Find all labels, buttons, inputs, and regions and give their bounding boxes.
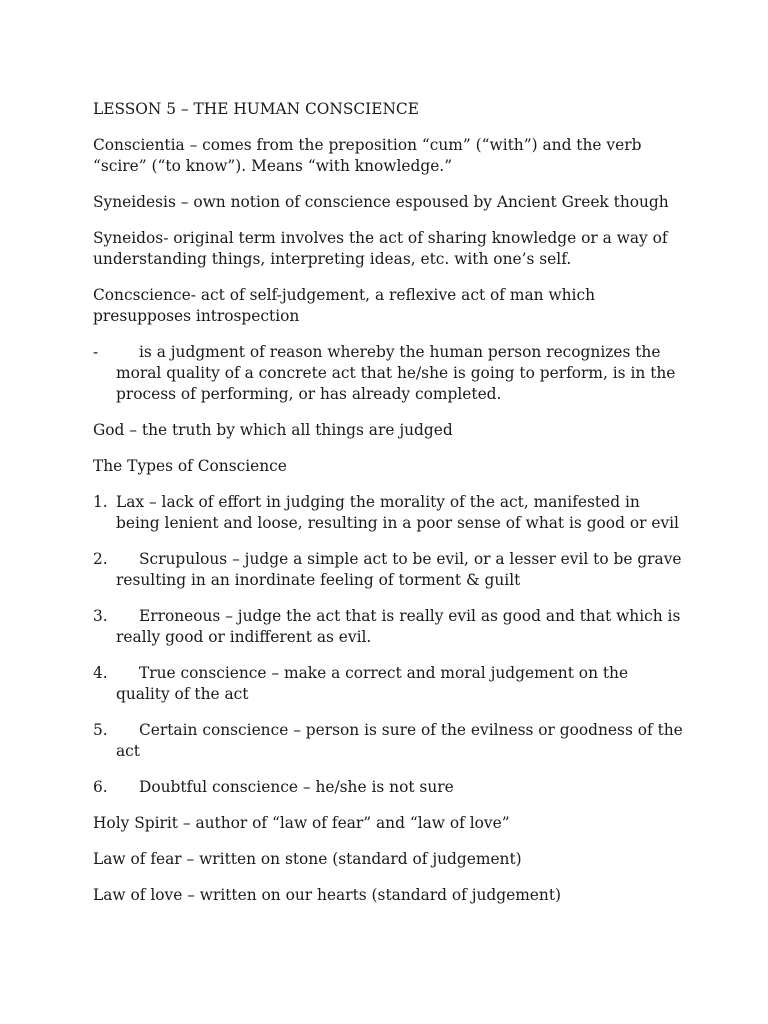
list-number: 3.: [93, 607, 108, 625]
list-number: 5.: [93, 721, 108, 739]
bullet-text: is a judgment of reason whereby the human person recognizes the moral quality of a concrete act that he/she is going to perform, is in the process of performing, or has already completed.: [116, 343, 676, 403]
list-number: 2.: [93, 550, 108, 568]
list-number: 6.: [93, 778, 108, 796]
bullet-marker: -: [93, 343, 99, 361]
list-number: 1.: [93, 493, 108, 511]
list-text: Erroneous – judge the act that is really evil as good and that which is really good or indifferent as evil.: [116, 607, 681, 646]
definition-conscientia: Conscientia – comes from the preposition “cum” (“with”) and the verb “scire” (“to know”). Means “with knowledge.”: [93, 136, 642, 175]
conscience-bullet: [93, 342, 683, 405]
list-item: [93, 777, 683, 798]
lesson-title: LESSON 5 – THE HUMAN CONSCIENCE: [93, 100, 419, 118]
god-definition: God – the truth by which all things are judged: [93, 421, 453, 439]
definition-syneidos: Syneidos- original term involves the act of sharing knowledge or a way of understanding things, interpreting ideas, etc. with one’s self.: [93, 229, 668, 268]
list-text: Lax – lack of effort in judging the morality of the act, manifested in being lenient and loose, resulting in a poor sense of what is good or evil: [116, 493, 679, 532]
list-text: Certain conscience – person is sure of the evilness or goodness of the act: [116, 721, 683, 760]
list-text: Scrupulous – judge a simple act to be evil, or a lesser evil to be grave resulting in an inordinate feeling of torment & guilt: [116, 550, 682, 589]
law-of-fear-line: Law of fear – written on stone (standard of judgement): [93, 850, 522, 868]
list-item: [93, 492, 683, 534]
law-of-love-line: Law of love – written on our hearts (standard of judgement): [93, 886, 562, 904]
types-heading: The Types of Conscience: [93, 457, 287, 475]
list-text: True conscience – make a correct and moral judgement on the quality of the act: [116, 664, 629, 703]
list-number: 4.: [93, 664, 108, 682]
document-content: [93, 99, 683, 921]
holy-spirit-line: Holy Spirit – author of “law of fear” and “law of love”: [93, 814, 510, 832]
list-item: [93, 663, 683, 705]
list-item: [93, 720, 683, 762]
definition-conscience: Concscience- act of self-judgement, a reflexive act of man which presupposes introspection: [93, 286, 595, 325]
list-item: [93, 549, 683, 591]
list-text: Doubtful conscience – he/she is not sure: [139, 778, 454, 796]
list-item: [93, 606, 683, 648]
definition-syneidesis: Syneidesis – own notion of conscience espoused by Ancient Greek though: [93, 193, 669, 211]
